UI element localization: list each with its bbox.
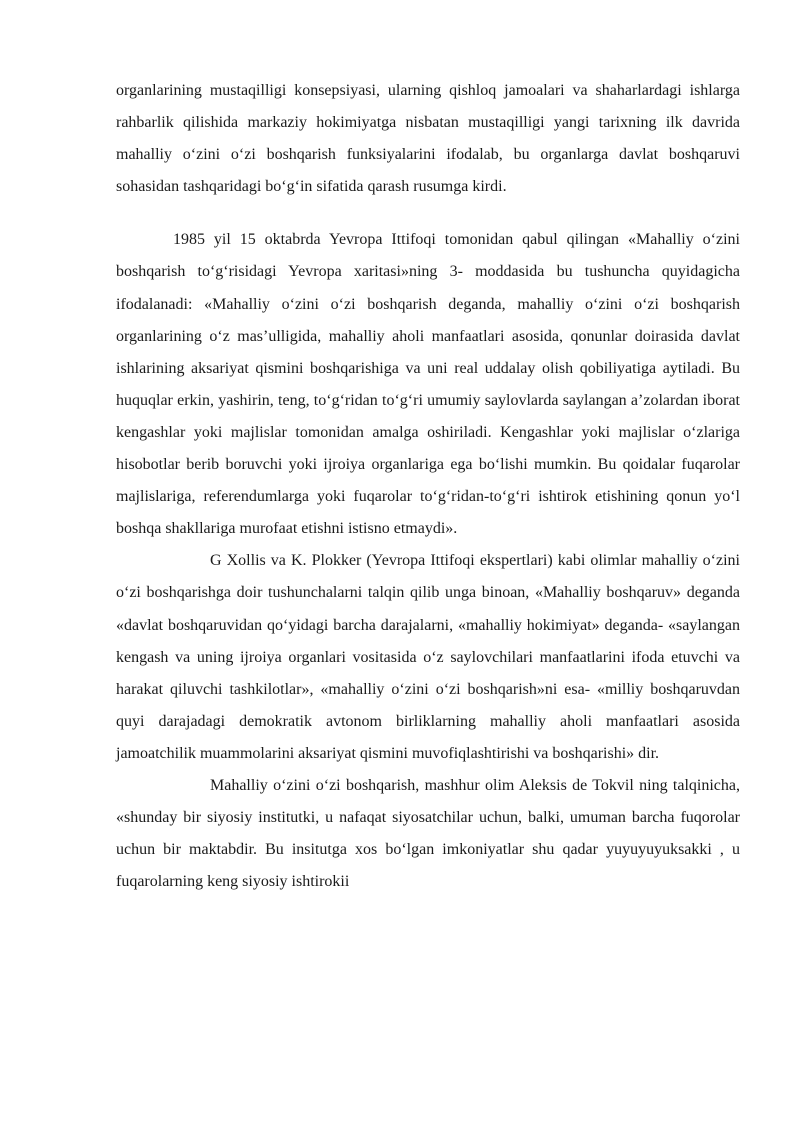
paragraph-1: organlarining mustaqilligi konsepsiyasi, ularning qishloq jamoalari va shaharlardagi ishlarga rahbarlik qilishida markaziy hokimiyatga nisbatan mustaqilligi yangi tarixning ilk davrida mahalliy o‘zini o‘zi boshqarish funksiyalarini ifodalab, bu organlarga davlat boshqaruvi sohasidan tashqaridagi bo‘g‘in sifatida qarash rusumga kirdi.	[116, 82, 740, 196]
paragraph-3: G Xollis va K. Plokker (Yevropa Ittifoqi ekspertlari) kabi olimlar mahalliy o‘zini o‘zi boshqarishga doir tushunchalarni talqin qilib unga binoan, «Mahalliy boshqaruv» deganda «davlat boshqaruvidan qo‘yidagi barcha darajalarni, «mahalliy hokimiyat» deganda- «saylangan kengash va uning ijroiya organlari vositasida o‘z saylovchilari manfaatlarini ifoda etuvchi va harakat qiluvchi tashkilotlar», «mahalliy o‘zini o‘zi boshqarish»ni esa- «milliy boshqaruvdan quyi darajadagi demokratik avtonom birliklarning mahalliy aholi manfaatlari asosida jamoatchilik muammolarini aksariyat qismini muvofiqlashtirishi va boshqarishi» dir.	[116, 552, 740, 762]
paragraph-2: 1985 yil 15 oktabrda Yevropa Ittifoqi tomonidan qabul qilingan «Mahalliy o‘zini boshqarish to‘g‘risidagi Yevropa xaritasi»ning 3- moddasida bu tushuncha quyidagicha ifodalanadi: «Mahalliy o‘zini o‘zi boshqarish deganda, mahalliy o‘zini o‘zi boshqarish organlarining o‘z mas’ulligida, mahalliy aholi manfaatlari asosida, qonunlar doirasida davlat ishlarining aksariyat qismini boshqarishiga va uni real uddalay olish qobiliyatiga aytiladi. Bu huquqlar erkin, yashirin, teng, to‘g‘ridan to‘g‘ri umumiy saylovlarda saylangan a’zolardan iborat kengashlar yoki majlislar tomonidan amalga oshiriladi. Kengashlar yoki majlislar o‘zlariga hisobotlar berib boruvchi yoki ijroiya organlariga ega bo‘lishi mumkin. Bu qoidalar fuqarolar majlislariga, referendumlarga yoki fuqarolar to‘g‘ridan-to‘g‘ri ishtirok etishining qonun yo‘l boshqa shakllariga murofaat etishni istisno etmaydi».	[116, 231, 740, 538]
document-page	[116, 75, 740, 898]
paragraph-4: Mahalliy o‘zini o‘zi boshqarish, mashhur olim Aleksis de Tokvil ning talqinicha, «shunday bir siyosiy institutki, u nafaqat siyosatchilar uchun, balki, umuman barcha fuqorolar uchun bir maktabdir. Bu insitutga xos bo‘lgan imkoniyatlar shu qadar yuyuyuyuksakki , u fuqarolarning keng siyosiy ishtirokii	[116, 776, 740, 891]
paragraph-spacer	[116, 203, 740, 224]
